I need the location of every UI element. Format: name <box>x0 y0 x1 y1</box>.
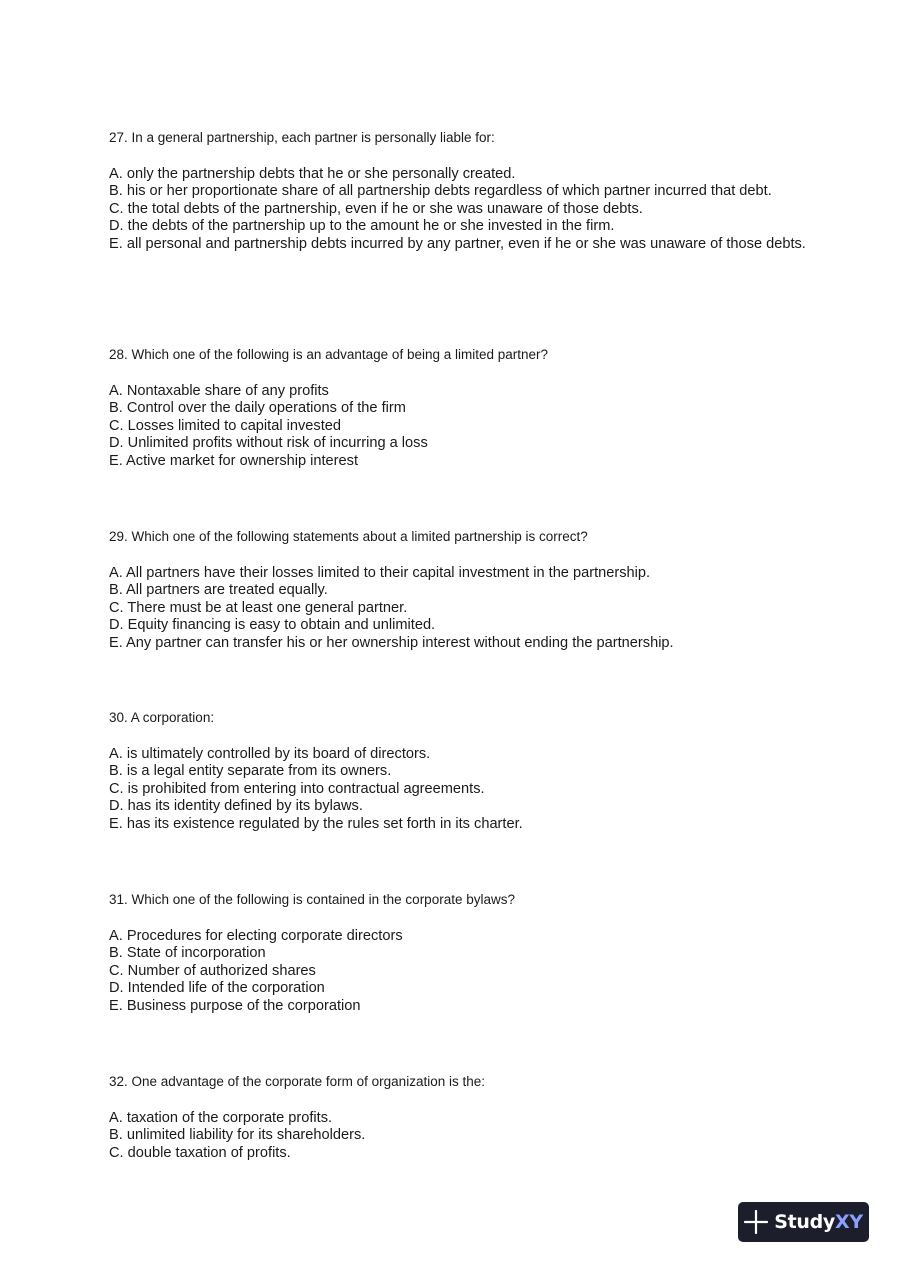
option-a: A. taxation of the corporate profits. <box>109 1110 333 1126</box>
option-c: C. is prohibited from entering into contractual agreements. <box>109 780 485 797</box>
option-e: E. has its existence regulated by the rules set forth in its charter. <box>109 815 523 832</box>
option-list <box>109 565 809 652</box>
option-d: D. Unlimited profits without risk of incurring a loss <box>109 435 428 452</box>
question-stem: 28. Which one of the following is an advantage of being a limited partner? <box>109 347 549 362</box>
question-stem: 27. In a general partnership, each partner is personally liable for: <box>109 130 495 145</box>
option-list <box>109 383 809 470</box>
logo-text-main: Study <box>774 1211 835 1233</box>
plus-icon <box>744 1210 768 1234</box>
option-d: D. has its identity defined by its bylaws. <box>109 798 363 815</box>
question-27 <box>109 129 809 253</box>
option-d: D. Equity financing is easy to obtain and unlimited. <box>109 617 436 634</box>
option-a: A. only the partnership debts that he or she personally created. <box>109 166 516 182</box>
option-b: B. All partners are treated equally. <box>109 582 328 599</box>
question-stem: 30. A corporation: <box>109 710 215 725</box>
question-stem: 32. One advantage of the corporate form of organization is the: <box>109 1074 485 1089</box>
option-c: C. There must be at least one general partner. <box>109 599 408 616</box>
question-stem: 29. Which one of the following statements about a limited partnership is correct? <box>109 529 588 544</box>
option-list <box>109 1110 809 1162</box>
option-list <box>109 928 809 1015</box>
question-30 <box>109 709 809 833</box>
question-31 <box>109 891 809 1015</box>
option-a: A. Procedures for electing corporate directors <box>109 928 403 944</box>
option-c: C. the total debts of the partnership, even if he or she was unaware of those debts. <box>109 200 643 217</box>
studyxy-logo <box>738 1202 869 1242</box>
option-c: C. Number of authorized shares <box>109 962 316 979</box>
option-e: E. Any partner can transfer his or her ownership interest without ending the partnership. <box>109 634 674 651</box>
option-b: B. Control over the daily operations of the firm <box>109 400 406 417</box>
option-b: B. is a legal entity separate from its owners. <box>109 763 392 780</box>
option-list <box>109 746 809 833</box>
option-d: D. Intended life of the corporation <box>109 980 325 997</box>
question-stem: 31. Which one of the following is contained in the corporate bylaws? <box>109 892 515 907</box>
option-c: C. Losses limited to capital invested <box>109 417 341 434</box>
question-32 <box>109 1073 809 1162</box>
option-c: C. double taxation of profits. <box>109 1144 291 1161</box>
option-a: A. Nontaxable share of any profits <box>109 383 329 399</box>
option-e: E. Active market for ownership interest <box>109 452 359 469</box>
option-e: E. Business purpose of the corporation <box>109 997 361 1014</box>
question-28 <box>109 346 809 470</box>
option-b: B. his or her proportionate share of all partnership debts regardless of which partner incurred that debt. <box>109 183 772 200</box>
option-b: B. unlimited liability for its shareholders. <box>109 1127 366 1144</box>
option-a: A. All partners have their losses limited to their capital investment in the partnership. <box>109 565 651 581</box>
option-b: B. State of incorporation <box>109 945 266 962</box>
logo-text-accent: XY <box>834 1211 863 1233</box>
question-29 <box>109 528 809 652</box>
option-d: D. the debts of the partnership up to the amount he or she invested in the firm. <box>109 218 615 235</box>
logo-wordmark <box>774 1211 863 1233</box>
option-e: E. all personal and partnership debts incurred by any partner, even if he or she was unaware of those debts. <box>109 235 806 252</box>
option-a: A. is ultimately controlled by its board of directors. <box>109 746 431 762</box>
option-list <box>109 166 809 253</box>
